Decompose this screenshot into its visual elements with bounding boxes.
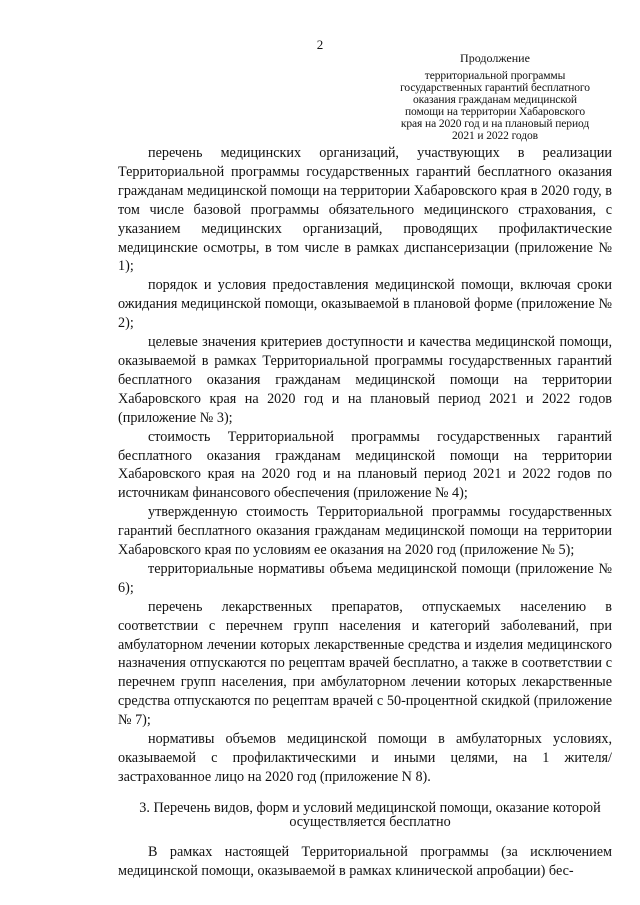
paragraph-appendix-3: целевые значения критериев доступности и качества медицинской помощи, оказываемой в рамках Территориальной программы государственных гарантий бесплатного оказания гражданам медицинской помощи на территории Хабаровского края на 2020 год и на плановый период 2021 и 2022 годов (приложение № 3); [118, 334, 612, 426]
paragraph-appendix-7: перечень лекарственных препаратов, отпускаемых населению в соответствии с перечнем групп населения и категорий заболеваний, при амбулаторном лечении которых лекарственные средства и изделия медицинского назначения отпускаются по рецептам врачей бесплатно, а также в соответствии с перечнем групп населения, при амбулаторном лечении которых лекарственные средства отпускаются по рецептам врачей с 50-процентной скидкой (приложение № 7); [118, 598, 612, 729]
paragraph-appendix-6: территориальные нормативы объема медицинской помощи (приложение № 6); [118, 560, 612, 596]
paragraph-appendix-4: стоимость Территориальной программы государственных гарантий бесплатного оказания гражданам медицинской помощи на территории Хабаровского края на 2020 год и на плановый период 2021 и 2022 годов по источникам финансового обеспечения (приложение № 4); [118, 428, 612, 502]
section-heading: 3. Перечень видов, форм и условий медицинской помощи, оказание которой осуществляется бесплатно [139, 799, 601, 830]
page-number: 2 [316, 37, 324, 52]
continuation-label: Продолжение [460, 51, 530, 65]
paragraph-appendix-1: перечень медицинских организаций, участвующих в реализации Территориальной программы государственных гарантий бесплатного оказания гражданам медицинской помощи на территории Хабаровского края в 2020 году, в том числе базовой программы обязательного медицинского страхования, с указанием медицинских организаций, проводящих профилактические медицинские осмотры, в том числе в рамках диспансеризации (приложение № 1); [118, 145, 612, 275]
document-body [118, 144, 612, 881]
continuation-text: территориальной программы государственных гарантий бесплатного оказания гражданам медицинской помощи на территории Хабаровского края на 2020 год и на плановый период 2021 и 2022 годов [400, 70, 590, 142]
paragraph-appendix-5: утвержденную стоимость Территориальной программы государственных гарантий бесплатного оказания гражданам медицинской помощи на территории Хабаровского края по условиям ее оказания на 2020 год (приложение № 5); [118, 504, 612, 559]
continuation-header [390, 52, 600, 142]
paragraph-appendix-2: порядок и условия предоставления медицинской помощи, включая сроки ожидания медицинской помощи, оказываемой в плановой форме (приложение № 2); [118, 277, 612, 332]
paragraph-appendix-8: нормативы объемов медицинской помощи в амбулаторных условиях, оказываемой с профилактическими и иными целями, на 1 жителя/застрахованное лицо на 2020 год (приложение N 8). [118, 731, 612, 785]
final-paragraph: В рамках настоящей Территориальной программы (за исключением медицинской помощи, оказываемой в рамках клинической апробации) бес- [118, 843, 612, 879]
